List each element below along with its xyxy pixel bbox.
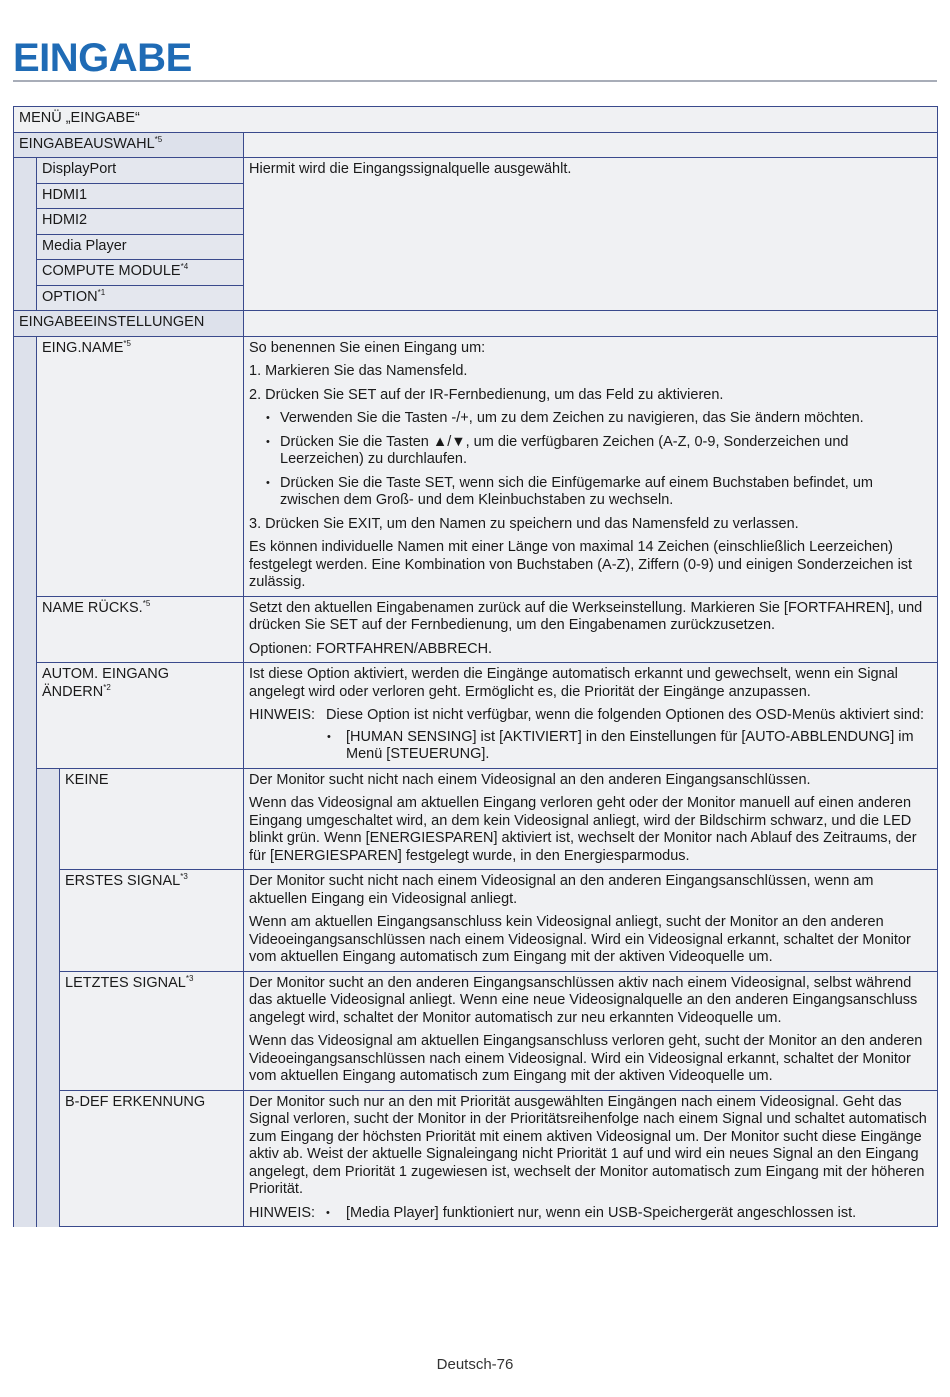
autom-hinweis-bullet: • [HUMAN SENSING] ist [AKTIVIERT] in den Einstellungen für [AUTO-ABBLENDUNG] im Menü [STEUERUNG]. — [249, 729, 932, 764]
option-erstes-signal-label: ERSTES SIGNAL$^{*3}$ — [60, 870, 244, 972]
input-option: OPTION$^{*1}$ — [37, 285, 244, 311]
hinweis-text: [Media Player] funktioniert nur, wenn ein USB-Speichergerät angeschlossen ist. — [346, 1204, 857, 1221]
page-footer: Deutsch-76 — [436, 1356, 514, 1373]
eing-name-intro: So benennen Sie einen Eingang um: — [249, 339, 486, 356]
eing-name-bullet: • Verwenden Sie die Tasten -/+, um zu dem Zeichen zu navigieren, das Sie ändern möchten. — [249, 410, 932, 428]
input-hdmi1: HDMI1 — [37, 183, 244, 209]
option-keine-label: KEINE — [60, 768, 244, 870]
eingabeeinstellungen-empty — [244, 311, 938, 337]
autom-row — [14, 663, 938, 769]
name-reset-label: NAME RÜCKS.$^{*5}$ — [37, 596, 244, 663]
option-letztes-signal-desc — [244, 971, 938, 1090]
option-row-keine — [14, 768, 938, 870]
name-reset-text: Setzt den aktuellen Eingabenamen zurück auf die Werkseinstellung. Markieren Sie [FORTFAHREN], und drücken Sie SET auf der Fernbedienung, um den Eingabenamen zurückzusetzen. — [249, 599, 923, 633]
menu-header: MENÜ „EINGABE“ — [14, 107, 938, 133]
input-row-displayport — [14, 158, 938, 184]
name-reset-row — [14, 596, 938, 663]
hinweis-key: HINWEIS: — [249, 707, 316, 723]
option-row-letztes-signal — [14, 971, 938, 1090]
eing-name-step1: 1. Markieren Sie das Namensfeld. — [249, 363, 468, 379]
eingabeauswahl-empty — [244, 132, 938, 158]
hinweis-key: HINWEIS: — [249, 1204, 316, 1221]
autom-desc — [244, 663, 938, 769]
autom-label: AUTOM. EINGANG ÄNDERN$^{*2}$ — [37, 663, 244, 769]
option-letztes-signal-p1: Der Monitor sucht an den anderen Eingangsanschlüssen aktiv nach einem Videosignal, selbst während das aktuelle Videosignal anliegt. Wenn eine neue Videosignalquelle an den anderen Eingangsanschluss angelegt wird, schaltet der Monitor automatisch zur neu erkannten Videoquelle um. — [249, 974, 918, 1026]
input-compute-module: COMPUTE MODULE$^{*4}$ — [37, 260, 244, 286]
option-letztes-signal-p2: Wenn das Videosignal am aktuellen Eingangsanschluss verloren geht, sucht der Monitor an den anderen Videoeingangsanschlüssen nach einem Videosignal. Wird ein Videosignal erkannt, schaltet der Monitor vom aktuellen Eingang automatisch zum Eingang mit der aktiven Videoquelle um. — [249, 1033, 923, 1084]
title-rule — [13, 80, 937, 82]
option-row-bdef — [14, 1090, 938, 1227]
eing-name-step2: 2. Drücken Sie SET auf der IR-Fernbedienung, um das Feld zu aktivieren. — [249, 386, 724, 403]
option-keine-p1: Der Monitor sucht nicht nach einem Videosignal an den anderen Eingangsanschlüssen. — [249, 771, 811, 788]
option-letztes-signal-label: LETZTES SIGNAL$^{*3}$ — [60, 971, 244, 1090]
eingabeeinstellungen-label: EINGABEEINSTELLUNGEN — [14, 311, 244, 337]
option-row-erstes-signal — [14, 870, 938, 972]
option-bdef-desc — [244, 1090, 938, 1227]
eing-name-desc — [244, 336, 938, 596]
input-media-player: Media Player — [37, 234, 244, 260]
option-bdef-label: B-DEF ERKENNUNG — [60, 1090, 244, 1227]
indent-cell — [37, 768, 60, 1227]
eingabeauswahl-desc: Hiermit wird die Eingangssignalquelle ausgewählt. — [244, 158, 938, 311]
eingabeauswahl-label: EINGABEAUSWAHL$^{*5}$ — [14, 132, 244, 158]
eing-name-row — [14, 336, 938, 596]
hinweis-text: Diese Option ist nicht verfügbar, wenn die folgenden Optionen des OSD-Menüs aktiviert sind: — [326, 707, 925, 723]
eing-name-bullet: • Drücken Sie die Tasten ▲/▼, um die verfügbaren Zeichen (A-Z, 0-9, Sonderzeichen und Leerzeichen) zu durchlaufen. — [249, 434, 932, 469]
eing-name-label: EING.NAME$^{*5}$ — [37, 336, 244, 596]
indent-cell — [14, 158, 37, 311]
option-bdef-p1: Der Monitor such nur an den mit Priorität ausgewählten Eingängen nach einem Videosignal. Geht das Signal verloren, sucht der Monitor in der Prioritätsreihenfolge nach einem Signal und schaltet automatisch zum Eingang der höchsten Priorität mit einem aktiven Videosignal um. Der Monitor sucht diese Eingänge aktiv ab. Weist der aktuelle Signaleingang nicht Priorität 1 auf und wird ein neues Signal an den Eingang angelegt, dem Priorität 1 zugewiesen ist, wechselt der Monitor automatisch zum Eingang mit der höheren Priorität. — [249, 1093, 927, 1197]
eing-name-note: Es können individuelle Namen mit einer Länge von maximal 14 Zeichen (einschließlich Leerzeichen) festgelegt werden. Eine Kombination von Buchstaben (A-Z), Ziffern (0-9) und einigen Sonderzeichen ist zulässig. — [249, 539, 913, 590]
option-erstes-signal-desc — [244, 870, 938, 972]
bdef-hinweis — [249, 1205, 932, 1223]
indent-cell — [14, 336, 37, 1227]
eingabeeinstellungen-row — [14, 311, 938, 337]
name-reset-options: Optionen: FORTFAHREN/ABBRECH. — [249, 640, 493, 657]
option-keine-desc — [244, 768, 938, 870]
input-hdmi2: HDMI2 — [37, 209, 244, 235]
eing-name-step3: 3. Drücken Sie EXIT, um den Namen zu speichern und das Namensfeld zu verlassen. — [249, 515, 799, 532]
option-erstes-signal-p1: Der Monitor sucht nicht nach einem Videosignal an den anderen Eingangsanschlüssen, wenn am aktuellen Eingang ein Videosignal anliegt. — [249, 873, 874, 907]
autom-text: Ist diese Option aktiviert, werden die Eingänge automatisch erkannt und gewechselt, wenn ein Signal angelegt wird oder verloren geht. Ermöglicht es, die Priorität der Eingänge anzupassen. — [249, 666, 898, 700]
page-title: EINGABE — [13, 36, 192, 80]
settings-table — [13, 106, 938, 1227]
bullet-icon: • — [326, 1206, 330, 1219]
option-keine-p2: Wenn das Videosignal am aktuellen Eingang verloren geht oder der Monitor manuell auf einen anderen Eingang umgeschaltet wird, an dem kein Videosignal anliegt, wird der Bildschirm schwarz, und die LED blinkt grün. Wenn [ENERGIESPAREN] aktiviert ist, wechselt der Monitor nach Ablauf des Zeitraums, der für [ENERGIESPAREN] festgelegt wurde, in den Energiesparmodus. — [249, 795, 917, 864]
eing-name-bullet: • Drücken Sie die Taste SET, wenn sich die Einfügemarke auf einem Buchstaben befindet, um zwischen dem Groß- und dem Kleinbuchstaben zu wechseln. — [249, 475, 932, 510]
name-reset-desc — [244, 596, 938, 663]
eingabeauswahl-row — [14, 132, 938, 158]
input-displayport: DisplayPort — [37, 158, 244, 184]
autom-hinweis — [249, 707, 932, 725]
menu-header-row — [14, 107, 938, 133]
option-erstes-signal-p2: Wenn am aktuellen Eingangsanschluss kein Videosignal anliegt, sucht der Monitor an den anderen Videoeingangsanschlüssen nach einem Videosignal. Wird ein Videosignal erkannt, schaltet der Monitor vom aktuellen Eingang automatisch zum Eingang mit der aktiven Videoquelle um. — [249, 914, 911, 965]
